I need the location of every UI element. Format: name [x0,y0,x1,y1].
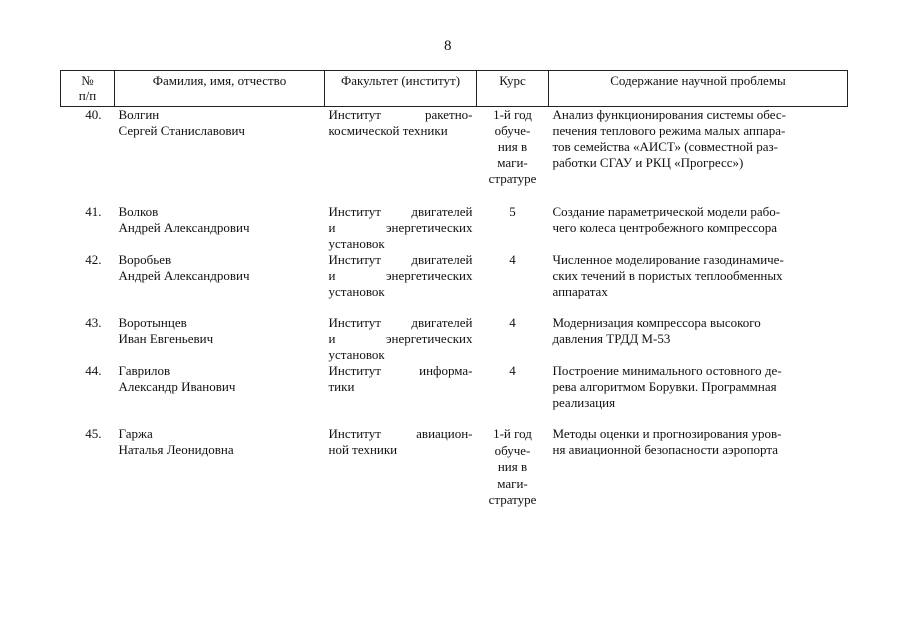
course [477,204,549,252]
topic-line: давления ТРДД М-53 [552,331,671,346]
topic-line: чего колеса центробежного компрессора [552,220,778,235]
row-number-text: 43. [85,315,102,330]
research-topic [549,315,848,363]
faculty-text [329,107,473,139]
faculty-line: космической техники [328,123,448,138]
table-row [61,315,848,363]
table-header-row [61,71,848,107]
faculty [325,363,477,426]
topic-line: Численное моделирование газодинамиче- [552,252,784,267]
row-number-text: 41. [85,204,102,219]
topic-line: ня авиационной безопасности аэропорта [552,442,778,457]
faculty [325,107,477,205]
header-course: Курс [477,71,549,107]
given-names: Иван Евгеньевич [118,331,214,346]
faculty-line: и энергетических [328,331,473,346]
course-line: 4 [509,363,516,378]
faculty-line: установок [328,347,385,362]
course [477,315,549,363]
table-row [61,252,848,315]
header-name: Фамилия, имя, отчество [115,71,325,107]
table-row [61,363,848,426]
row-number-text: 40. [85,107,102,122]
row-number [61,204,115,252]
row-number-text: 42. [85,252,102,267]
course [477,252,549,315]
row-number [61,315,115,363]
surname: Волгин [118,107,160,122]
surname: Воробьев [118,252,172,267]
header-num-line-2: п/п [78,88,97,103]
faculty-line: тики [328,379,355,394]
student-name [115,315,325,363]
surname: Гаржа [118,426,153,441]
faculty-text [329,426,473,458]
faculty-line: Институт авиацион- [328,426,473,441]
faculty-line: Институт двигателей [328,315,473,330]
faculty-text [329,315,473,363]
faculty-line: Институт двигателей [328,252,473,267]
faculty-line: установок [328,284,385,299]
course [477,363,549,426]
faculty-text [329,252,473,300]
course-line: ния в [497,139,528,154]
given-names: Наталья Леонидовна [118,442,234,457]
topic-line: Построение минимального остовного де- [552,363,782,378]
course-line: 1-й год [493,426,532,441]
header-num [61,71,115,107]
student-name [115,204,325,252]
given-names: Сергей Станиславович [118,123,245,138]
course-line: стратуре [488,492,537,507]
topic-line: Модернизация компрессора высокого [552,315,761,330]
student-name [115,107,325,205]
research-topic [549,204,848,252]
faculty-line: Институт информа- [328,363,473,378]
given-names: Александр Иванович [118,379,236,394]
research-topic [549,252,848,315]
student-name [115,252,325,315]
faculty [325,204,477,252]
course-line: 5 [509,204,516,219]
course-line: обуче- [494,442,531,458]
row-number [61,363,115,426]
course-line: 1-й год [493,107,532,122]
table-row [61,107,848,205]
topic-line: ских течений в пористых теплообменных [552,268,783,283]
row-number-text: 45. [85,426,102,441]
course-line: обуче- [494,123,531,138]
student-name [115,426,325,522]
faculty-line: ной техники [328,442,398,457]
faculty-line: установок [328,236,385,251]
topic-line: работки СГАУ и РКЦ «Прогресс») [552,155,744,170]
topic-line: аппаратах [552,284,608,299]
header-faculty: Факультет (институт) [325,71,477,107]
topic-line: печения теплового режима малых аппара- [552,123,786,138]
course-line: 4 [509,315,516,330]
course-line: маги- [497,155,528,170]
course [477,426,549,522]
topic-line: реализация [552,395,616,410]
research-topic [549,426,848,522]
header-num-line-1: № [81,73,94,88]
header-topic: Содержание научной проблемы [549,71,848,107]
topic-line: Анализ функционирования системы обес- [552,107,786,122]
research-topic [549,107,848,205]
row-number-text: 44. [85,363,102,378]
faculty [325,252,477,315]
faculty-line: и энергетических [328,220,473,235]
row-number [61,107,115,205]
topic-line: рева алгоритмом Борувки. Программная [552,379,777,394]
table-row [61,204,848,252]
page-number: 8 [444,38,452,54]
students-table [60,70,848,522]
course-line: стратуре [488,171,537,186]
course-line: 4 [509,252,516,267]
course [477,107,549,205]
faculty-line: Институт двигателей [328,204,473,219]
table-row [61,426,848,522]
faculty-text [329,204,473,252]
surname: Воротынцев [118,315,187,330]
topic-line: Методы оценки и прогнозирования уров- [552,426,782,441]
row-number [61,426,115,522]
given-names: Андрей Александрович [118,268,250,283]
given-names: Андрей Александрович [118,220,250,235]
course-line: ния в [497,459,528,474]
surname: Гаврилов [118,363,171,378]
row-number [61,252,115,315]
topic-line: Создание параметрической модели рабо- [552,204,781,219]
faculty [325,315,477,363]
faculty-text [329,363,473,395]
student-name [115,363,325,426]
faculty-line: и энергетических [328,268,473,283]
surname: Волков [118,204,159,219]
topic-line: тов семейства «АИСТ» (совместной раз- [552,139,778,154]
course-line: маги- [497,475,528,491]
faculty-line: Институт ракетно- [328,107,473,122]
faculty [325,426,477,522]
research-topic [549,363,848,426]
